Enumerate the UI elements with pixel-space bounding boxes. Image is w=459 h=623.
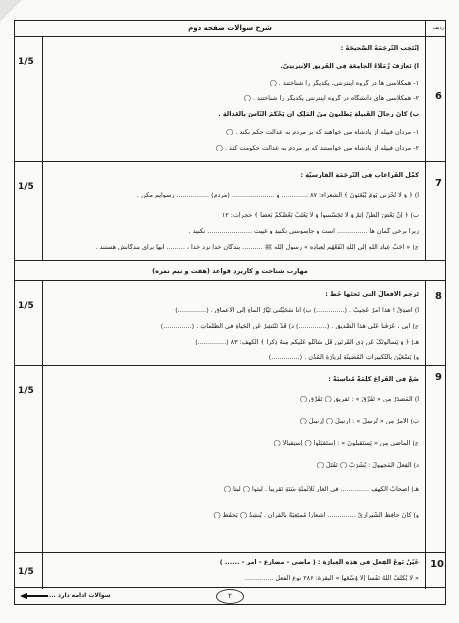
question-8 [15,281,445,366]
q6-score-cell [15,37,43,161]
q6-line-0: إنْتَخِبِ التَّرجَمَةَ الصَّحیحَةَ : [340,45,419,52]
q9-num-cell [425,366,445,552]
q8-line-2: ج) أبي ، عَرَفْنا عَلَی هذا الصَّدیقِ . (..............) د) قَدْ تَنْتَشِرُ عَنِ الحَیاةِ في الظُّلُماتِ . (..............) [160,323,419,330]
question-10 [15,553,445,589]
q7-number: 7 [435,178,442,189]
q8-score-cell [15,281,43,365]
q9-line-3[interactable]: ج) الماضي مِن « یَستَقبِلونَ » : إستَقبَلوا ◯ إستِقبالاً ◯ [273,440,419,447]
q8-line-0: تَرجِمِ الأفعالَ الَّتي تَحتَها خَطٌّ : [325,291,419,298]
q10-line-1: « لا یُکَلِّفُ اللهُ نَفْساً إلّا وُسْعَها » البقرة: ۲۸۶ نوع الفعل .............. [244,575,419,582]
q10-number: 10 [430,559,444,570]
q6-option-4[interactable]: ۲- مردان قبیله از پادشاه می خواستند که بر مردم به عدالت حکومت کند . ◯ [215,145,419,152]
q7-score: 1/5 [18,182,34,192]
question-7 [15,162,445,261]
q6-option-1[interactable]: ۱- همکلاسی ها در گروه اینترنتی، یکدیگر را شناختند . ◯ [269,80,419,87]
q6-line-1: أ) تَعارَفَ زُمَلاءُ الجامِعَةِ فِي الفَریقِ الإنتِرنِتِيّ. [280,63,419,70]
q8-score: 1/5 [18,301,34,311]
section-title: مهارت شناخت و کاربرد قواعد (هفت و نیم نمره) [152,267,308,275]
q6-option-3[interactable]: ۱- مردان قبیله از پادشاه می خواهند که بر مردم به عدالت حکم بکند . ◯ [226,129,419,136]
radeef-label: ردیف [432,25,444,31]
page-fold-corner [0,0,22,22]
section-row [15,261,445,281]
q7-line-2: ب) ﴿ إنَّ بَعْضَ الظَّنِّ إثمٌ وَ لا تَجَسَّسوا وَ لا یَغْتَبْ بَعْضُکُمْ بَعضاً ﴾ حجرات: ۱۲ [221,212,419,219]
q7-line-0: کَمِّلِ الفَراغاتِ فِي التَّرجَمَةِ الفارِسیَّةِ : [300,172,419,179]
q8-line-4: و) یَسْعَیْنَ بِالتَّکبیراتِ المُضیئَةِ لِزیارَةِ المُدُنِ . (..............) [268,354,419,361]
q9-score: 1/5 [18,386,34,396]
q9-score-cell [15,366,43,552]
q7-line-1: أ) ﴿ وَ لا تُخْزِني یَومَ یُبْعَثونَ ﴾ الشعراء: ۸۷ ............. و ..................... (مردم) ................ رسوایم مکن . [137,192,419,199]
exam-table [14,20,446,605]
page-title: شرح سوالات صفحه دوم [188,24,272,32]
q6-option-2[interactable]: ۲- همکلاسی های دانشگاه در گروه اینترنتی یکدیگر را شناختند . ◯ [243,95,419,102]
q10-score-cell [15,553,43,589]
page-number: ۲ [216,589,244,604]
left-arrow-icon [20,593,48,599]
q10-num-cell [425,553,445,589]
q9-line-6[interactable]: و) کانَ حافِظٌ الشّیرازيُّ .............. أشعاراً مُمتَعِیَةً بالقرآن . یُنشِدُ ◯ یَحفَظُ ◯ [213,512,419,519]
q7-line-4: ج) « أحَبُّ عِبادِ اللهِ إلَی اللهِ أنْفَعُهُم لِعِبادِهِ » رسول الله ﷺ .......... بندگان خدا نزد خدا ، ......... آنها برای بندگانش هستند . [95,244,419,251]
q9-line-1[interactable]: أ) المَصدَرُ مِن « تَفَرَّقَ » : تَفریق ◯ تَفَرُّق ◯ [299,396,419,403]
q6-number: 6 [435,91,442,102]
q10-score: 1/5 [18,567,34,577]
q8-num-cell [425,281,445,365]
q7-score-cell [15,162,43,260]
q7-num-cell [425,162,445,260]
q6-score: 1/5 [18,57,34,67]
q9-number: 9 [435,372,442,383]
footer [15,587,445,604]
question-6 [15,37,445,162]
q6-line-4: ب) کانَ رِجالُ القَبیلَةِ یَطْلُبونَ مِنَ المَلِکِ أن یَحْکُمَ النّاسَ بِالعَدالَةِ . [218,111,419,118]
header-row [15,21,445,37]
q7-line-3: زیرا برخی گمان ها ............... است و جاسوسی نکنید و غیبت ...................... نکنید . [188,228,419,235]
q8-line-1: أ) أَصدِقُ ! هذا أمرٌ عَجیبٌ . (..............) ب) أنا سَحَبْتُني تَیّارُ الماءِ إلَی الأعماقِ . (..............) [175,307,419,314]
q8-line-3: هـ) ﴿ وَ یَسألونَکَ عَن ذِي القَرنَینِ قُل سَأتْلُو عَلَیکُم مِنهُ ذِکراً ﴾ الکهف: ۸۳ (..............) [195,339,419,346]
q10-line-0: عَیِّنْ نَوعَ الفِعلِ في هذِهِ العِبارَةِ : ( ماضي - مضارع - امر - ...... ) [219,559,419,566]
q6-num-cell [425,37,445,161]
q9-line-0: ضَعْ فِي الفَراغِ کَلِمَةً مُناسِبَةً : [328,376,419,383]
q9-line-4[interactable]: د) الفِعلُ المَجهولُ : یُشْرَبُ ◯ تَفْتَلُ ◯ [316,462,419,469]
q9-line-2[interactable]: ب) الأمرُ مِن « تُرسِلُ » : أرسِلْ ◯ إرسِلْ ◯ [299,418,419,425]
q8-number: 8 [435,291,442,302]
question-9 [15,366,445,553]
q9-line-5[interactable]: هـ) أصحابُ الکَهفِ .............. في الغارِ ثَلاثَمِئَةِ سَنَةٍ تَقریباً . لَبِثوا ◯ لَبِثا ◯ [223,486,419,493]
continue-note: سوالات ادامه دارد ... [49,592,111,599]
